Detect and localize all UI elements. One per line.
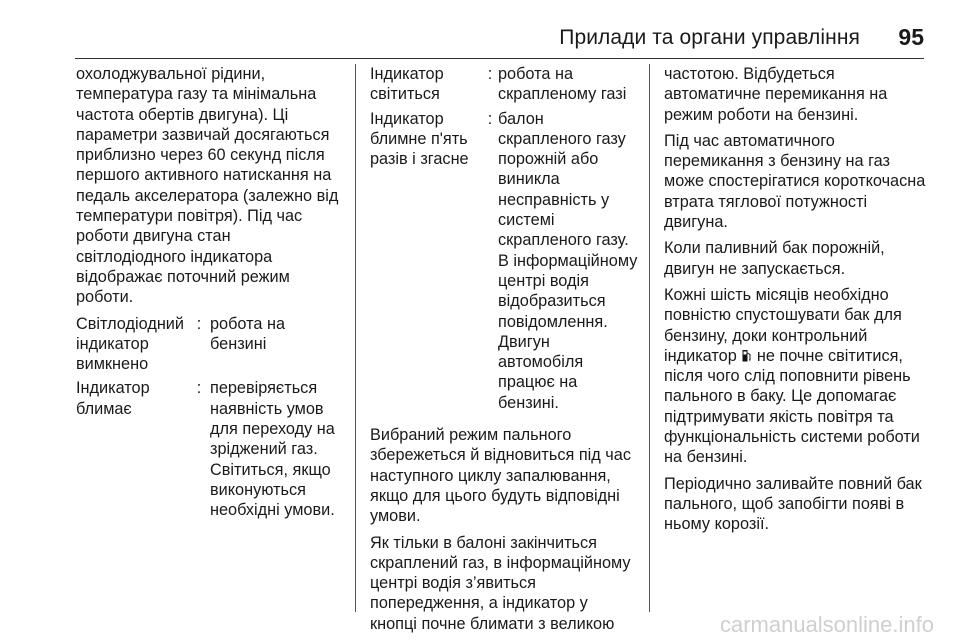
- indicator-colon: :: [487, 65, 493, 83]
- intro-paragraph: охолоджувальної рідини, температура газу та мінімальна частота обертів двигуна). Ці параметри зазвичай досягаються приблизно через 60 секунд після першого активного натискання на педаль акселератора (залежно від температури повітря). Під час роботи двигуна стан світлодіодного індикатора відображає поточний режим роботи.: [76, 65, 339, 307]
- indicator-term: Індикатор блимає: [76, 379, 150, 418]
- indicator-description: перевіряється наявність умов для переходу на зріджений газ. Світиться, якщо виконуються необхідні умови.: [210, 379, 335, 520]
- paragraph-text: Кожні шість місяців необхідно повністю спустошувати бак для бензину, доки контрольний індикатор: [664, 285, 902, 365]
- body-paragraph: частотою. Відбудеться автоматичне перемикання на режим роботи на бензині.: [664, 65, 888, 124]
- watermark: carmanualsonline.info: [719, 612, 934, 637]
- indicator-description: балон скрапленого газу порожній або виникла несправність у системі скрапленого газу. В інформаційному центрі водія відобразиться повідомлення. Двигун автомобіля працює на бензині.: [498, 109, 638, 412]
- indicator-colon: :: [196, 379, 202, 398]
- body-paragraph: Вибраний режим пального збережеться й відновиться під час наступного циклу запалювання, якщо для цього будуть відповідні умови.: [370, 426, 631, 526]
- indicator-row: [76, 314, 340, 375]
- header-title: Прилади та органи управління: [559, 26, 860, 49]
- body-paragraph: Під час автоматичного перемикання з бензину на газ може спостерігатися короткочасна втрата тяглової потужності двигуна.: [664, 131, 926, 232]
- page-header: [0, 24, 960, 54]
- indicator-description: робота на скрапленому газі: [498, 65, 627, 104]
- indicator-term: Світлодіодний індикатор вимкнено: [76, 314, 184, 374]
- indicator-term: Індикатор світиться: [370, 65, 444, 104]
- column-left: [76, 64, 340, 525]
- body-paragraph: [664, 285, 932, 468]
- fuel-pump-icon: [742, 349, 751, 362]
- indicator-colon: :: [196, 314, 202, 333]
- column-divider: [649, 64, 650, 612]
- body-paragraph: Коли паливний бак порожній, двигун не запускається.: [664, 239, 885, 278]
- indicator-row: [76, 378, 340, 520]
- column-right: [664, 64, 932, 541]
- body-paragraph: Як тільки в балоні закінчиться скраплений газ, в інформаційному центрі водія з’явиться попередження, а індикатор у кнопці почне блимати з великою: [370, 533, 631, 633]
- column-middle: [370, 64, 638, 640]
- column-divider: [355, 64, 356, 612]
- indicator-row: [370, 109, 638, 413]
- paragraph-text: не почне світитися, після чого слід поповнити рівень пального в баку. Це допомагає підтримувати якість повітря та функціональність системи роботи на бензині.: [664, 346, 920, 467]
- indicator-description: робота на бензині: [210, 314, 286, 353]
- page-number: 95: [898, 24, 924, 50]
- indicator-row: [370, 64, 638, 105]
- indicator-term: Індикатор блимне п'ять разів і згасне: [370, 109, 469, 169]
- indicator-colon: :: [487, 109, 493, 128]
- body-paragraph: Періодично заливайте повний бак пального, щоб запобігти появі в ньому корозії.: [664, 474, 922, 534]
- header-rule: [75, 58, 924, 59]
